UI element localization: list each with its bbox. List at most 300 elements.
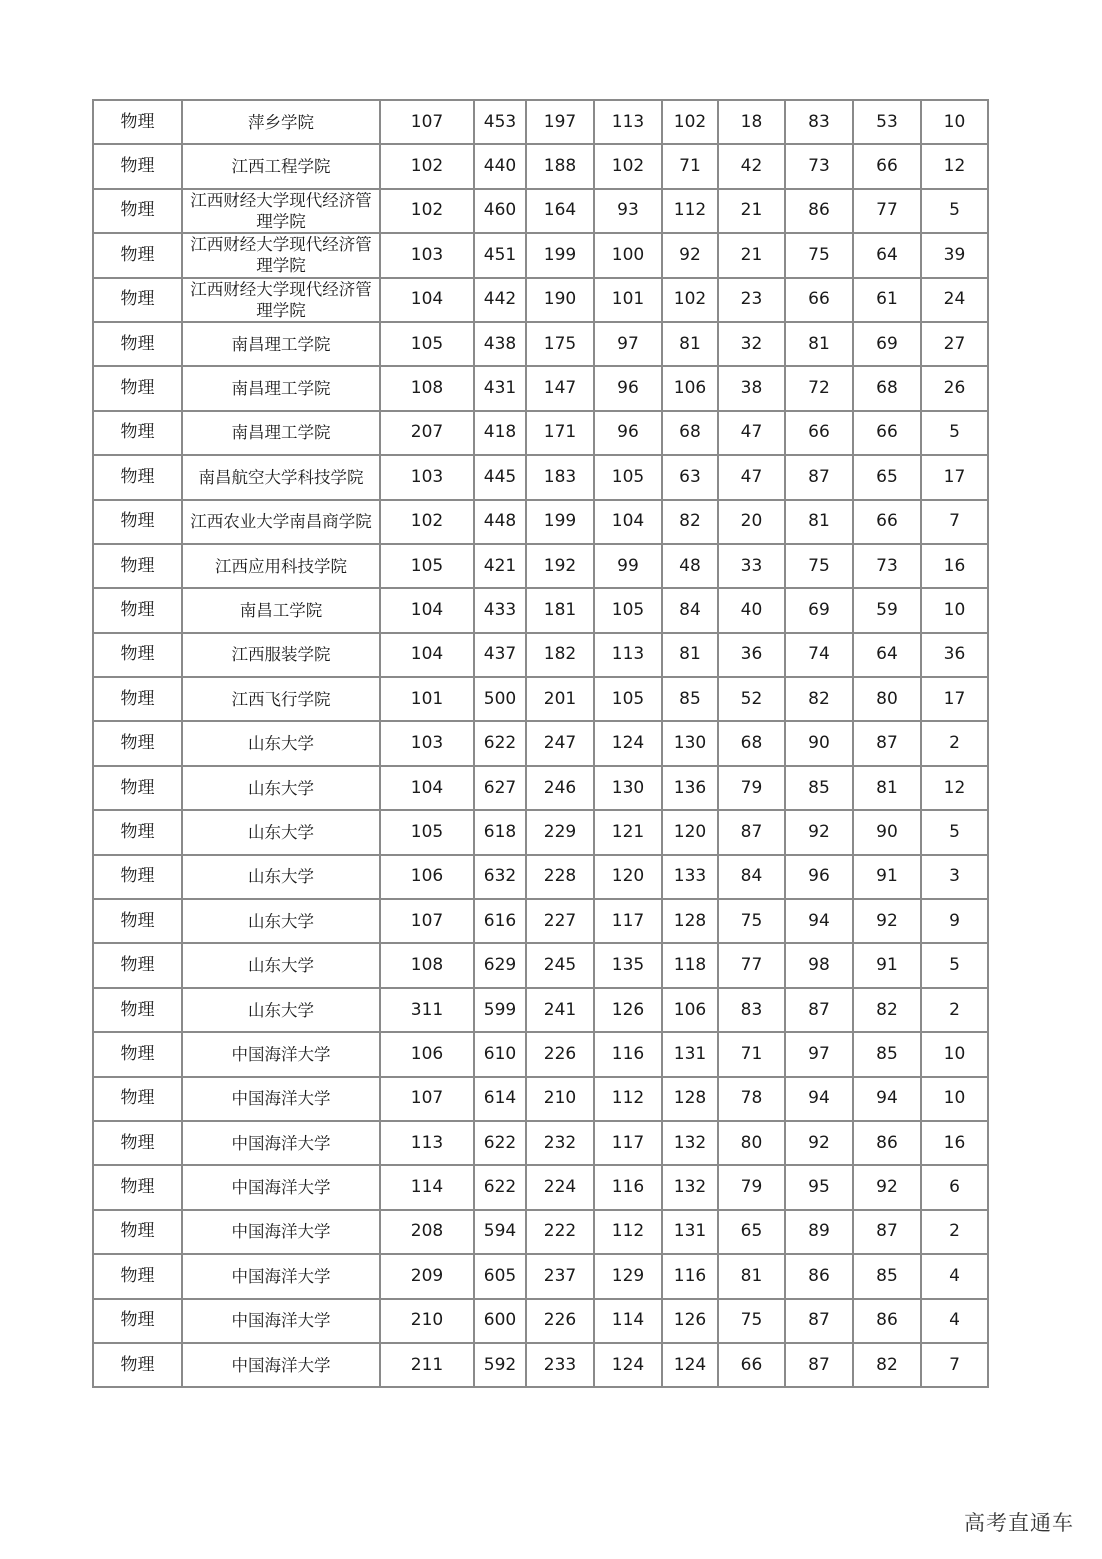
score-cell-c: 124	[662, 1343, 718, 1387]
score-cell-c: 126	[662, 1299, 718, 1343]
total-score-cell: 437	[474, 633, 526, 677]
table-row	[93, 455, 988, 499]
score-cell-d: 20	[718, 500, 785, 544]
subject-cell: 物理	[93, 233, 182, 277]
count-cell: 10	[921, 1032, 988, 1076]
score-cell-b: 97	[594, 322, 662, 366]
score-cell-e: 95	[785, 1165, 853, 1209]
score-cell-e: 81	[785, 500, 853, 544]
score-cell-d: 65	[718, 1210, 785, 1254]
subject-cell: 物理	[93, 322, 182, 366]
count-cell: 9	[921, 899, 988, 943]
score-cell-c: 106	[662, 366, 718, 410]
major-code-cell: 104	[380, 766, 474, 810]
major-code-cell: 102	[380, 500, 474, 544]
score-cell-c: 68	[662, 411, 718, 455]
score-cell-d: 84	[718, 855, 785, 899]
score-cell-e: 66	[785, 278, 853, 322]
score-cell-d: 18	[718, 100, 785, 144]
table-row	[93, 1077, 988, 1121]
score-cell-c: 133	[662, 855, 718, 899]
score-cell-f: 77	[853, 189, 921, 233]
total-score-cell: 622	[474, 721, 526, 765]
score-cell-f: 64	[853, 633, 921, 677]
school-name-cell: 山东大学	[182, 855, 380, 899]
table-row	[93, 677, 988, 721]
score-cell-b: 121	[594, 810, 662, 854]
score-cell-a: 183	[526, 455, 594, 499]
table-row	[93, 855, 988, 899]
score-cell-e: 75	[785, 544, 853, 588]
score-cell-d: 83	[718, 988, 785, 1032]
score-cell-a: 247	[526, 721, 594, 765]
score-cell-e: 92	[785, 810, 853, 854]
score-cell-a: 201	[526, 677, 594, 721]
score-cell-b: 102	[594, 144, 662, 188]
score-cell-b: 135	[594, 943, 662, 987]
score-cell-f: 64	[853, 233, 921, 277]
score-cell-a: 197	[526, 100, 594, 144]
score-cell-b: 105	[594, 677, 662, 721]
score-cell-f: 91	[853, 943, 921, 987]
score-cell-a: 228	[526, 855, 594, 899]
score-cell-a: 210	[526, 1077, 594, 1121]
major-code-cell: 105	[380, 544, 474, 588]
table-row	[93, 366, 988, 410]
score-cell-b: 116	[594, 1032, 662, 1076]
total-score-cell: 453	[474, 100, 526, 144]
score-cell-f: 92	[853, 1165, 921, 1209]
table-row	[93, 899, 988, 943]
score-cell-d: 71	[718, 1032, 785, 1076]
major-code-cell: 113	[380, 1121, 474, 1165]
major-code-cell: 208	[380, 1210, 474, 1254]
total-score-cell: 605	[474, 1254, 526, 1298]
count-cell: 4	[921, 1299, 988, 1343]
score-cell-f: 86	[853, 1121, 921, 1165]
table-row	[93, 810, 988, 854]
score-cell-b: 105	[594, 455, 662, 499]
score-cell-e: 94	[785, 899, 853, 943]
score-cell-f: 85	[853, 1032, 921, 1076]
school-name-cell: 江西农业大学南昌商学院	[182, 500, 380, 544]
score-cell-a: 226	[526, 1032, 594, 1076]
score-cell-d: 42	[718, 144, 785, 188]
score-cell-d: 21	[718, 189, 785, 233]
score-cell-e: 94	[785, 1077, 853, 1121]
major-code-cell: 209	[380, 1254, 474, 1298]
score-cell-f: 87	[853, 1210, 921, 1254]
score-cell-f: 81	[853, 766, 921, 810]
score-cell-b: 105	[594, 588, 662, 632]
subject-cell: 物理	[93, 189, 182, 233]
score-cell-f: 59	[853, 588, 921, 632]
score-cell-e: 66	[785, 411, 853, 455]
count-cell: 39	[921, 233, 988, 277]
score-cell-c: 71	[662, 144, 718, 188]
score-cell-f: 85	[853, 1254, 921, 1298]
score-cell-b: 96	[594, 366, 662, 410]
score-cell-f: 80	[853, 677, 921, 721]
total-score-cell: 500	[474, 677, 526, 721]
major-code-cell: 105	[380, 810, 474, 854]
score-cell-d: 52	[718, 677, 785, 721]
score-cell-c: 48	[662, 544, 718, 588]
score-cell-b: 124	[594, 1343, 662, 1387]
school-name-cell: 山东大学	[182, 943, 380, 987]
score-cell-c: 128	[662, 1077, 718, 1121]
school-name-cell: 南昌理工学院	[182, 366, 380, 410]
school-name-cell: 江西财经大学现代经济管理学院	[182, 278, 380, 322]
subject-cell: 物理	[93, 500, 182, 544]
score-cell-e: 87	[785, 988, 853, 1032]
score-cell-f: 82	[853, 988, 921, 1032]
score-cell-c: 131	[662, 1032, 718, 1076]
score-cell-e: 87	[785, 455, 853, 499]
score-cell-e: 92	[785, 1121, 853, 1165]
table-row	[93, 278, 988, 322]
score-cell-e: 81	[785, 322, 853, 366]
total-score-cell: 442	[474, 278, 526, 322]
count-cell: 7	[921, 500, 988, 544]
total-score-cell: 632	[474, 855, 526, 899]
total-score-cell: 622	[474, 1165, 526, 1209]
school-name-cell: 南昌工学院	[182, 588, 380, 632]
score-cell-b: 96	[594, 411, 662, 455]
count-cell: 17	[921, 677, 988, 721]
table-row	[93, 1254, 988, 1298]
school-name-cell: 山东大学	[182, 988, 380, 1032]
score-cell-a: 245	[526, 943, 594, 987]
score-cell-b: 113	[594, 100, 662, 144]
score-cell-b: 112	[594, 1210, 662, 1254]
score-cell-c: 82	[662, 500, 718, 544]
school-name-cell: 南昌理工学院	[182, 322, 380, 366]
score-cell-c: 85	[662, 677, 718, 721]
major-code-cell: 211	[380, 1343, 474, 1387]
score-cell-f: 66	[853, 500, 921, 544]
score-cell-e: 90	[785, 721, 853, 765]
score-cell-e: 86	[785, 1254, 853, 1298]
total-score-cell: 418	[474, 411, 526, 455]
table-row	[93, 721, 988, 765]
score-cell-e: 82	[785, 677, 853, 721]
total-score-cell: 594	[474, 1210, 526, 1254]
total-score-cell: 600	[474, 1299, 526, 1343]
score-cell-f: 90	[853, 810, 921, 854]
major-code-cell: 108	[380, 366, 474, 410]
score-cell-f: 82	[853, 1343, 921, 1387]
count-cell: 2	[921, 988, 988, 1032]
watermark-text: 高考直通车	[964, 1511, 1074, 1535]
count-cell: 12	[921, 144, 988, 188]
subject-cell: 物理	[93, 1343, 182, 1387]
school-name-cell: 中国海洋大学	[182, 1165, 380, 1209]
count-cell: 26	[921, 366, 988, 410]
school-name-cell: 中国海洋大学	[182, 1299, 380, 1343]
count-cell: 27	[921, 322, 988, 366]
admission-score-table	[92, 99, 989, 1388]
score-cell-e: 87	[785, 1299, 853, 1343]
subject-cell: 物理	[93, 855, 182, 899]
score-cell-a: 227	[526, 899, 594, 943]
subject-cell: 物理	[93, 1077, 182, 1121]
score-cell-d: 87	[718, 810, 785, 854]
subject-cell: 物理	[93, 899, 182, 943]
total-score-cell: 614	[474, 1077, 526, 1121]
score-cell-b: 124	[594, 721, 662, 765]
school-name-cell: 江西应用科技学院	[182, 544, 380, 588]
score-cell-e: 97	[785, 1032, 853, 1076]
school-name-cell: 山东大学	[182, 766, 380, 810]
table-row	[93, 100, 988, 144]
score-cell-e: 75	[785, 233, 853, 277]
major-code-cell: 104	[380, 633, 474, 677]
count-cell: 6	[921, 1165, 988, 1209]
table-row	[93, 411, 988, 455]
subject-cell: 物理	[93, 144, 182, 188]
score-cell-e: 83	[785, 100, 853, 144]
major-code-cell: 102	[380, 144, 474, 188]
count-cell: 17	[921, 455, 988, 499]
table-row	[93, 544, 988, 588]
subject-cell: 物理	[93, 1032, 182, 1076]
table-row	[93, 1121, 988, 1165]
table-row	[93, 588, 988, 632]
score-cell-a: 237	[526, 1254, 594, 1298]
count-cell: 3	[921, 855, 988, 899]
major-code-cell: 114	[380, 1165, 474, 1209]
score-cell-f: 91	[853, 855, 921, 899]
score-cell-b: 100	[594, 233, 662, 277]
count-cell: 4	[921, 1254, 988, 1298]
score-cell-d: 38	[718, 366, 785, 410]
major-code-cell: 104	[380, 588, 474, 632]
score-cell-d: 47	[718, 411, 785, 455]
score-cell-a: 222	[526, 1210, 594, 1254]
count-cell: 5	[921, 411, 988, 455]
table-row	[93, 766, 988, 810]
total-score-cell: 616	[474, 899, 526, 943]
subject-cell: 物理	[93, 278, 182, 322]
score-cell-a: 224	[526, 1165, 594, 1209]
school-name-cell: 江西工程学院	[182, 144, 380, 188]
score-cell-d: 78	[718, 1077, 785, 1121]
score-cell-a: 188	[526, 144, 594, 188]
score-cell-e: 72	[785, 366, 853, 410]
score-cell-c: 132	[662, 1121, 718, 1165]
score-cell-c: 136	[662, 766, 718, 810]
count-cell: 16	[921, 544, 988, 588]
score-cell-b: 126	[594, 988, 662, 1032]
score-cell-f: 92	[853, 899, 921, 943]
total-score-cell: 610	[474, 1032, 526, 1076]
score-cell-e: 85	[785, 766, 853, 810]
score-cell-d: 81	[718, 1254, 785, 1298]
count-cell: 5	[921, 189, 988, 233]
count-cell: 36	[921, 633, 988, 677]
count-cell: 2	[921, 721, 988, 765]
score-cell-a: 232	[526, 1121, 594, 1165]
subject-cell: 物理	[93, 411, 182, 455]
score-cell-d: 75	[718, 1299, 785, 1343]
school-name-cell: 中国海洋大学	[182, 1121, 380, 1165]
major-code-cell: 103	[380, 721, 474, 765]
major-code-cell: 107	[380, 100, 474, 144]
table-row	[93, 1210, 988, 1254]
subject-cell: 物理	[93, 1210, 182, 1254]
school-name-cell: 江西财经大学现代经济管理学院	[182, 189, 380, 233]
table-row	[93, 1032, 988, 1076]
count-cell: 12	[921, 766, 988, 810]
score-cell-e: 74	[785, 633, 853, 677]
score-cell-d: 21	[718, 233, 785, 277]
table-row	[93, 1299, 988, 1343]
score-cell-f: 61	[853, 278, 921, 322]
score-cell-a: 175	[526, 322, 594, 366]
score-cell-b: 101	[594, 278, 662, 322]
score-cell-d: 79	[718, 766, 785, 810]
major-code-cell: 103	[380, 233, 474, 277]
score-cell-a: 233	[526, 1343, 594, 1387]
subject-cell: 物理	[93, 988, 182, 1032]
table-row	[93, 943, 988, 987]
school-name-cell: 南昌航空大学科技学院	[182, 455, 380, 499]
score-cell-b: 130	[594, 766, 662, 810]
table-row	[93, 233, 988, 277]
total-score-cell: 629	[474, 943, 526, 987]
score-cell-f: 69	[853, 322, 921, 366]
score-cell-f: 86	[853, 1299, 921, 1343]
score-cell-d: 75	[718, 899, 785, 943]
count-cell: 5	[921, 943, 988, 987]
score-cell-c: 131	[662, 1210, 718, 1254]
subject-cell: 物理	[93, 943, 182, 987]
score-cell-d: 23	[718, 278, 785, 322]
score-cell-d: 36	[718, 633, 785, 677]
score-cell-f: 53	[853, 100, 921, 144]
score-cell-f: 94	[853, 1077, 921, 1121]
score-cell-d: 68	[718, 721, 785, 765]
school-name-cell: 中国海洋大学	[182, 1077, 380, 1121]
score-cell-f: 68	[853, 366, 921, 410]
score-cell-a: 229	[526, 810, 594, 854]
school-name-cell: 江西飞行学院	[182, 677, 380, 721]
total-score-cell: 433	[474, 588, 526, 632]
subject-cell: 物理	[93, 455, 182, 499]
score-cell-c: 102	[662, 100, 718, 144]
subject-cell: 物理	[93, 766, 182, 810]
school-name-cell: 中国海洋大学	[182, 1343, 380, 1387]
table-row	[93, 144, 988, 188]
major-code-cell: 103	[380, 455, 474, 499]
score-cell-a: 226	[526, 1299, 594, 1343]
school-name-cell: 江西财经大学现代经济管理学院	[182, 233, 380, 277]
score-cell-b: 116	[594, 1165, 662, 1209]
table-row	[93, 500, 988, 544]
score-cell-e: 69	[785, 588, 853, 632]
table-row	[93, 1343, 988, 1387]
score-cell-a: 164	[526, 189, 594, 233]
score-cell-c: 132	[662, 1165, 718, 1209]
score-cell-a: 246	[526, 766, 594, 810]
score-cell-b: 113	[594, 633, 662, 677]
score-cell-c: 128	[662, 899, 718, 943]
score-cell-d: 66	[718, 1343, 785, 1387]
major-code-cell: 210	[380, 1299, 474, 1343]
score-cell-a: 182	[526, 633, 594, 677]
subject-cell: 物理	[93, 721, 182, 765]
score-cell-f: 66	[853, 144, 921, 188]
score-cell-c: 118	[662, 943, 718, 987]
score-cell-c: 63	[662, 455, 718, 499]
score-cell-c: 112	[662, 189, 718, 233]
subject-cell: 物理	[93, 100, 182, 144]
school-name-cell: 山东大学	[182, 899, 380, 943]
count-cell: 16	[921, 1121, 988, 1165]
major-code-cell: 107	[380, 899, 474, 943]
count-cell: 10	[921, 588, 988, 632]
score-cell-c: 102	[662, 278, 718, 322]
major-code-cell: 101	[380, 677, 474, 721]
count-cell: 10	[921, 1077, 988, 1121]
total-score-cell: 622	[474, 1121, 526, 1165]
score-cell-b: 93	[594, 189, 662, 233]
major-code-cell: 108	[380, 943, 474, 987]
score-cell-a: 147	[526, 366, 594, 410]
score-cell-b: 112	[594, 1077, 662, 1121]
subject-cell: 物理	[93, 1121, 182, 1165]
score-cell-d: 40	[718, 588, 785, 632]
count-cell: 5	[921, 810, 988, 854]
score-cell-b: 120	[594, 855, 662, 899]
table-row	[93, 189, 988, 233]
major-code-cell: 207	[380, 411, 474, 455]
subject-cell: 物理	[93, 544, 182, 588]
score-cell-c: 106	[662, 988, 718, 1032]
table-row	[93, 1165, 988, 1209]
score-cell-d: 32	[718, 322, 785, 366]
school-name-cell: 江西服装学院	[182, 633, 380, 677]
school-name-cell: 萍乡学院	[182, 100, 380, 144]
score-cell-f: 87	[853, 721, 921, 765]
count-cell: 7	[921, 1343, 988, 1387]
subject-cell: 物理	[93, 1299, 182, 1343]
score-cell-b: 117	[594, 1121, 662, 1165]
table-row	[93, 988, 988, 1032]
score-cell-e: 98	[785, 943, 853, 987]
score-cell-b: 129	[594, 1254, 662, 1298]
score-cell-c: 120	[662, 810, 718, 854]
total-score-cell: 592	[474, 1343, 526, 1387]
score-cell-a: 241	[526, 988, 594, 1032]
major-code-cell: 105	[380, 322, 474, 366]
school-name-cell: 山东大学	[182, 721, 380, 765]
score-cell-b: 114	[594, 1299, 662, 1343]
score-cell-c: 84	[662, 588, 718, 632]
subject-cell: 物理	[93, 1165, 182, 1209]
subject-cell: 物理	[93, 366, 182, 410]
score-cell-e: 96	[785, 855, 853, 899]
count-cell: 2	[921, 1210, 988, 1254]
total-score-cell: 451	[474, 233, 526, 277]
score-cell-d: 80	[718, 1121, 785, 1165]
score-cell-b: 99	[594, 544, 662, 588]
score-cell-f: 73	[853, 544, 921, 588]
major-code-cell: 104	[380, 278, 474, 322]
total-score-cell: 421	[474, 544, 526, 588]
major-code-cell: 107	[380, 1077, 474, 1121]
